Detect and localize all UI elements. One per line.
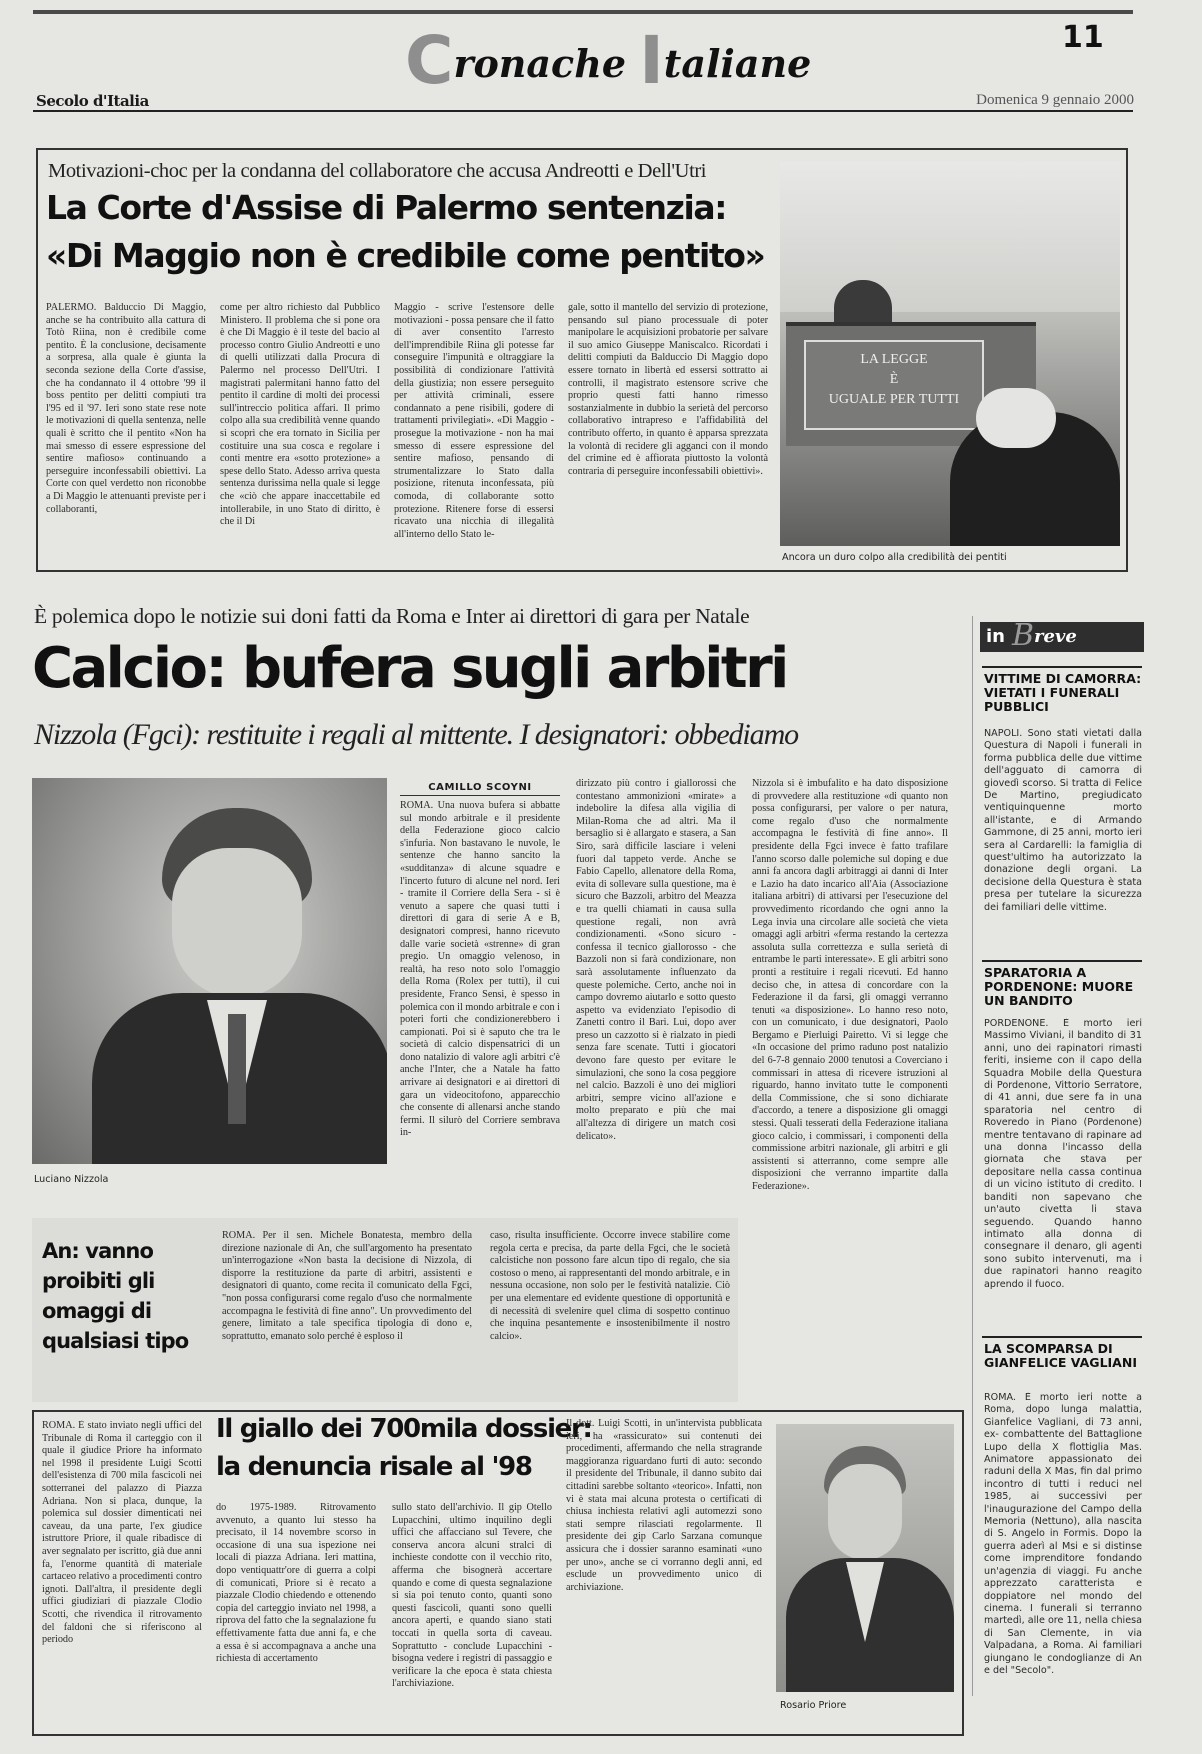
story2-kicker: È polemica dopo le notizie sui doni fatti da Roma e Inter ai direttori di gara per Natale	[34, 604, 750, 628]
page-number: 11	[1062, 20, 1104, 55]
brief1-rule	[982, 666, 1142, 668]
brief3-text: ROMA. È morto ieri notte a Roma, dopo lunga malattia, Gianfelice Vagliani, di 73 anni, ex- combattente del Battaglione Lupo della X flottiglia Mas. Animatore appassionato dei raduni della X Mas, fin dal primo incontro di tutti i reduci nel 1985, ai successivi per l'inaugurazione del Campo della Memoria (Nettuno), alla nascita di S. Angelo in Formis. Dopo la guerra aderì al Msi e si distinse come imprenditore fondando un'agenzia di viaggi. Fu anche apprezzato caratterista e doppiatore nel mondo del cinema. I funerali si terranno martedì, alle ore 11, nella chiesa di San Clemente, in via Valpadana, a Roma. Ai familiari giungano le condoglianze di An e del "Secolo".	[984, 1392, 1142, 1676]
nizzola-caption: Luciano Nizzola	[34, 1174, 109, 1185]
brief2-text: PORDENONE. È morto ieri Massimo Viviani, il bandito di 31 anni, uno dei rapinatori rimasti feriti, insieme con il capo della Squadra Mobile della Questura di Pordenone, Vittorio Serratore, di 41 anni, due sere fa in una sparatoria nel centro di Roveredo in Piano (Pordenone) mentre tentavano di rapinare ad una donna l'incasso della giornata che stava per depositare nella cassa continua di un vicino istituto di credito. I banditi non sapevano che un'auto civetta li stava seguendo. Quando hanno intimato alla donna di consegnare il denaro, gli agenti sono subito intervenuti, ma i due rapinatori hanno reagito aprendo il fuoco.	[984, 1018, 1142, 1290]
courtroom-sign	[804, 340, 984, 430]
story1-column-2: come per altro richiesto dal Pubblico Ministero. Il problema che si pone ora è che Di Maggio è il teste del bacio al processo contro Giulio Andreotti e uno di quelli utilizzati dalla Procura di Palermo nel processo Dell'Utri. I magistrati palermitani hanno fatto del pentito il cardine di molti dei processi sull'intreccio politica affari. Il primo colpo alla sua credibilità venne quando si scoprì che era tornato in Sicilia per costituire una sua cosca e regolare i conti mentre era «sotto protezione» a spese dello Stato. Adesso arriva questa sentenza durissima nella quale si legge che «ciò che appare inaccettabile ed intollerabile, in uno Stato di diritto, è che il Di	[220, 302, 380, 528]
story3-column-2: do 1975-1989. Ritrovamento avvenuto, a quanto lui stesso ha precisato, il 14 novembre scorso in occasione di una sua ispezione nei locali di piazza Adriana. Ieri mattina, dopo ventiquattr'ore di guerra a colpi di comunicati, Priore si è recato a piazzale Clodio chiedendo e ottenendo copia del carteggio inviato nel 1998, a riprova del fatto che la segnalazione fu effettivamente fatta due anni fa, e che a essa è si accompagnava a anche una richiesta di accertamento	[216, 1502, 376, 1665]
priore-photo	[776, 1424, 954, 1692]
brief1-heading: VITTIME DI CAMORRA: VIETATI I FUNERALI PUBBLICI	[984, 671, 1142, 714]
story2-headline: Calcio: bufera sugli arbitri	[32, 636, 787, 701]
an-box-column-2: caso, risulta insufficiente. Occorre invece stabilire come regola certa e precisa, da parte della Fgci, che le società calcistiche non possono fare alcun tipo di regalo, che sia costoso o meno, ai rappresentanti del mondo arbitrale, e in nessuna occasione, non solo per le festività natalizie. Ciò per una elementare ed evidente questione di opportunità e di necessità di svelenire quel clima di sospetto continuo che inquina pesantemente e insostenibilmente il nostro calcio».	[490, 1230, 730, 1342]
story3-headline-line1: Il giallo dei 700mila dossier:	[216, 1414, 592, 1444]
section-word-taliane: taliane	[663, 41, 812, 86]
story1-photo-caption: Ancora un duro colpo alla credibilità dei pentiti	[782, 552, 1007, 563]
brief3-heading: LA SCOMPARSA DI GIANFELICE VAGLIANI	[984, 1341, 1137, 1370]
story2-byline: CAMILLO SCOYNI	[400, 782, 560, 796]
story1-headline-line2: «Di Maggio non è credibile come pentito»	[46, 236, 765, 275]
section-initial-c: C	[405, 22, 454, 99]
priore-face	[828, 1464, 902, 1560]
header-rule	[33, 110, 1133, 112]
in-breve-label	[980, 622, 1144, 652]
story3-column-3: sullo stato dell'archivio. Il gip Otello Lupacchini, ultimo inquilino degli uffici che affacciano sul Tevere, che conserva ancora alcuni stralci di inchieste condotte con il vecchio rito, afferma che bisognerà accertare quando e come di questa segnalazione si sia poi tenuto conto, quanti sono questi fascicoli, quanti sono quelli ancora aperti, e quando siano stati toccati in quella sorta di caveau. Soprattutto - conclude Lupacchini - bisogna vedere i registri di passaggio e verificare la che epoca è stata chiesta l'archiviazione.	[392, 1502, 552, 1690]
in-breve-word-reve: reve	[1034, 626, 1077, 647]
section-word-ronache: ronache	[453, 41, 640, 86]
story1-headline-line1: La Corte d'Assise di Palermo sentenzia:	[46, 188, 727, 227]
in-breve-initial-b: B	[1012, 622, 1035, 652]
story3-headline-line2: la denuncia risale al '98	[216, 1452, 532, 1482]
story2-column-2: dirizzato più contro i giallorossi che contestano ammonizioni «mirate» a indebolire la difesa alla vigilia di Milan-Roma che ad altri. Ma il bersaglio si è allargato e stasera, a San Siro, sarà difficile lasciare i veleni fuori dal tappeto verde. Anche se Fabio Capello, allenatore della Roma, evita di sollevare sulla questione, ma è sicuro che Bazzoli, arbitro del Meazza e tra quelli chiamati in causa sulla questione regali, non avrà condizionamenti. «Sono sicuro - confessa il tecnico giallorosso - che Bazzoli non si farà condizionare, non sarà assolutamente influenzato da queste polemiche. Certo, anche noi in campo dovremo aiutarlo e sotto questo aspetto va evidenziato l'episodio di Zanetti contro il Bari. Lui, dopo aver preso un cazzotto si è rialzato in piedi senza fare scenate. Tutti i giocatori devono fare questo per evitare le simulazioni, che sono la cosa peggiore nel calcio. Bazzoli è uno dei migliori arbitri, sempre vicino all'azione e molto preparato e più che mai all'altezza di dirigere un match così delicato».	[576, 778, 736, 1142]
story3-column-4: Il dott. Luigi Scotti, in un'intervista pubblicata ieri, ha «rassicurato» sui contenuti dei procedimenti, affermando che nella stragrande maggioranza riguardano furti di auto: secondo il presidente del Tribunale, il danno subito dai cittadini sarebbe soltanto «teorico». Infatti, non vi è stata mai alcuna protesta o certificati di chiusa inchiesta relativi agli automezzi sono stati sempre rilasciati regolarmente. Il presidente dei gip Carlo Sarzana comunque assicura che i dossier saranno esaminati «uno per uno», anche se ci vorranno degli anni, ed esclude un provvedimento unico di archiviazione.	[566, 1418, 762, 1593]
an-box-column-1: ROMA. Per il sen. Michele Bonatesta, membro della direzione nazionale di An, che sull'argomento ha presentato un'interrogazione «Non basta la decisione di Nizzola, di disporre la restituzione da parte di arbitri, assistenti e designatori di quanto, come recita il comunicato della Fgci, "non possa configurarsi come regalo d'uso che normalmente accompagna le festività di fine anno". Un provvedimento del genere, limitato a tale specifica tipologia di dono e, soprattutto, emanato solo perché è esploso il	[222, 1230, 472, 1342]
courtroom-wall	[780, 162, 1120, 312]
story3-column-1: ROMA. È stato inviato negli uffici del Tribunale di Roma il carteggio con il quale il giudice Priore ha informato nel 1998 il presidente Luigi Scotti dell'esistenza di 700 mila fascicoli nei sotterranei del palazzo di Piazza Adriana. Non si placa, dunque, la polemica sul dossier dimenticati nei caveau, da una parte, l'ex giudice istruttore Priore, il quale ribadisce di aver segnalato per iscritto, già due anni fa, l'enorme quantità di materiale cartaceo relativo a procedimenti contro ignoti. Dall'altra, il presidente degli uffici giudiziari di piazzale Clodio Scotti, che rivendica il ritrovamento del faldoni che si riferiscono al periodo	[42, 1420, 202, 1646]
brief1-text: NAPOLI. Sono stati vietati dalla Questura di Napoli i funerali in forma pubblica delle due vittime dell'agguato di camorra di giovedì scorso. Si tratta di Felice De Martino, pregiudicato ventiquinquenne morto all'istante, e di Armando Gammone, di 25 anni, morto ieri sera al Cardarelli: la famiglia di quest'ultimo ha autorizzato la donazione degli organi. La decisione della Questura è stata presa per tutelare la sicurezza dei familiari delle vittime.	[984, 728, 1142, 913]
section-title	[405, 22, 812, 99]
sign-line-1: LA LEGGE	[860, 352, 928, 367]
brief3-rule	[982, 1336, 1142, 1338]
nizzola-photo	[32, 778, 387, 1164]
story2-subtitle: Nizzola (Fgci): restituite i regali al mittente. I designatori: obbediamo	[34, 718, 799, 751]
in-breve-word-in: in	[986, 626, 1005, 647]
priore-caption: Rosario Priore	[780, 1700, 847, 1711]
story1-column-1: PALERMO. Balduccio Di Maggio, anche se ha contribuito alla cattura di Totò Riina, non è credibile come pentito. È la conclusione, decisamente a sorpresa, alla quale è giunta la seconda sezione della Corte d'assise, che ha condannato il 4 ottobre '99 il boss pentito per delitti compiuti tra l'95 ed il '97. Ieri sono state rese note le motivazioni di quella sentenza, nelle quali è scritto che il pentito «Non ha mai smesso di essere espressione del sentire mafioso» continuando a perseguire inconfessabili obiettivi. La Corte con quel verdetto non riconobbe a Di Maggio le attenuanti previste per i collaboranti,	[46, 302, 206, 515]
story1-column-4: gale, sotto il mantello del servizio di protezione, pensando sul piano processuale di poter manipolare le acquisizioni probatorie per salvare il suo amico Giuseppe Maniscalco. Ricordati i delitti compiuti da Balduccio Di Maggio dopo essere tornato in libertà ed essersi sottratto ai controlli, il magistrato estensore scrive che proprio questi fatti hanno rimesso sostanzialmente in dubbio la serietà del percorso collaborativo intrapreso e l'affidabilità del contributo offerto, in quanto è apparsa sprezzata la volontà di recidere gli agganci con il mondo del crimine ed è affiorata piuttosto la volontà contraria di perseguire inconfessabili obiettivi».	[568, 302, 768, 477]
story2-column-3: Nizzola si è imbufalito e ha dato disposizione di provvedere alla restituzione «di quanto non possa configurarsi, per valore o per natura, come regalo d'uso che normalmente accompagna le festività di fine anno». Il presidente della Fgci invece è fatto trafilare l'anno scorso dalle polemiche sul doping e due anni fa ancora dagli arbitraggi ai danni di Inter e Lazio ha dato incarico all'Aia (Associazione italiana arbitri) di attivarsi per l'esecuzione del provvedimento ricordando che ogni anno la Lega invia una circolare alle società che vieta omaggi agli arbitri «ferma restando la certezza assoluta sulla correttezza e sulla serietà di entrambe le parti interessate». E gli arbitri sono pronti a restituire i regali ricevuti. Ed hanno deciso che, in attesa di concordare con la Federazione il da farsi, gli omaggi verranno tenuti «a disposizione». Lo hanno reso noto, con un comunicato, i due designatori, Paolo Bergamo e Pierluigi Pairetto. Vi si legge che «In occasione del primo raduno post natalizio del 6-7-8 gennaio 2000 tenutosi a Coverciano i commissari in attesa di ricevere istruzioni al riguardo, hanno invitato tutte le componenti della Commissione, che si sono dichiarate d'accordo, a tenere a disposizione gli omaggi stessi. Quali tesserati della Federazione italiana gioco calcio, i commissari, i componenti della commissione arbitri nazionale, gli arbitri e gli assistenti si atterranno, come sempre alle disposizioni che verranno impartite dalla Federazione».	[752, 778, 948, 1192]
story2-column-1: ROMA. Una nuova bufera si abbatte sul mondo arbitrale e il presidente della Federazione gioco calcio s'infuria. Non bastavano le nuvole, le sentenze che hanno sancito la «sudditanza» di alcune squadre e l'incerto futuro di alcune nel nord. Ieri - tramite il Corriere della Sera - si è venuto a sapere che quasi tutti i direttori di gara di serie A e B, designatori compresi, hanno ricevuto dalle varie società «strenne» di gran pregio. Un omaggio velenoso, in realtà, ha reso noto solo l'omaggio della Roma (Rolex per tutti), il cui presidente, Franco Sensi, è spesso in polemica con il mondo arbitrale e con i poteri forti che condizionerebbero i campionati. Poi si è saputo che tra le società di calcio dispensatrici di un dono natalizio di valore agli arbitri c'è anche l'Inter, che a Natale ha fatto arrivare ai designatori e ai direttori di gara un videocitofono, apparecchio che consente di allenarsi anche stando fermi. Il silurò del Corriere sembrava in-	[400, 800, 560, 1139]
sign-line-3: UGUALE PER TUTTI	[828, 392, 960, 407]
sign-line-2: È	[889, 372, 899, 387]
story1-kicker: Motivazioni-choc per la condanna del collaboratore che accusa Andreotti e Dell'Utri	[48, 160, 707, 182]
courtroom-lawyer-hair	[976, 388, 1056, 448]
story1-photo-courtroom	[780, 162, 1120, 546]
story1-column-3: Maggio - scrive l'estensore delle motivazioni - possa pensare che il fatto di aver consentito l'arresto dell'imprendibile Riina gli potesse far conseguire l'impunità e oltraggiare la possibilità di condizionare l'attività della giustizia; non essere perseguito per attività criminali, essere condannato a pene risibili, godere di trattamenti privilegiati». «Di Maggio - prosegue la motivazione - non ha mai smesso di essere espressione del sentire mafioso, pensando di strumentalizzare lo Stato dalla posizione, ritenuta inconfessata, più comoda, di collaborante sotto protezione. Ritenere forse di essersi ricavato una nicchia di illegalità all'interno dello Stato le-	[394, 302, 554, 540]
top-rule	[33, 10, 1133, 14]
brief2-rule	[982, 960, 1142, 962]
issue-date: Domenica 9 gennaio 2000	[976, 92, 1134, 108]
nizzola-face	[172, 848, 302, 998]
nizzola-tie	[228, 1014, 246, 1124]
an-box-title: An: vanno proibiti gli omaggi di qualsiasi tipo	[42, 1239, 189, 1353]
brief2-heading: SPARATORIA A PORDENONE: MUORE UN BANDITO	[984, 965, 1134, 1008]
masthead: Secolo d'Italia	[36, 92, 149, 110]
section-initial-i: I	[639, 22, 664, 99]
